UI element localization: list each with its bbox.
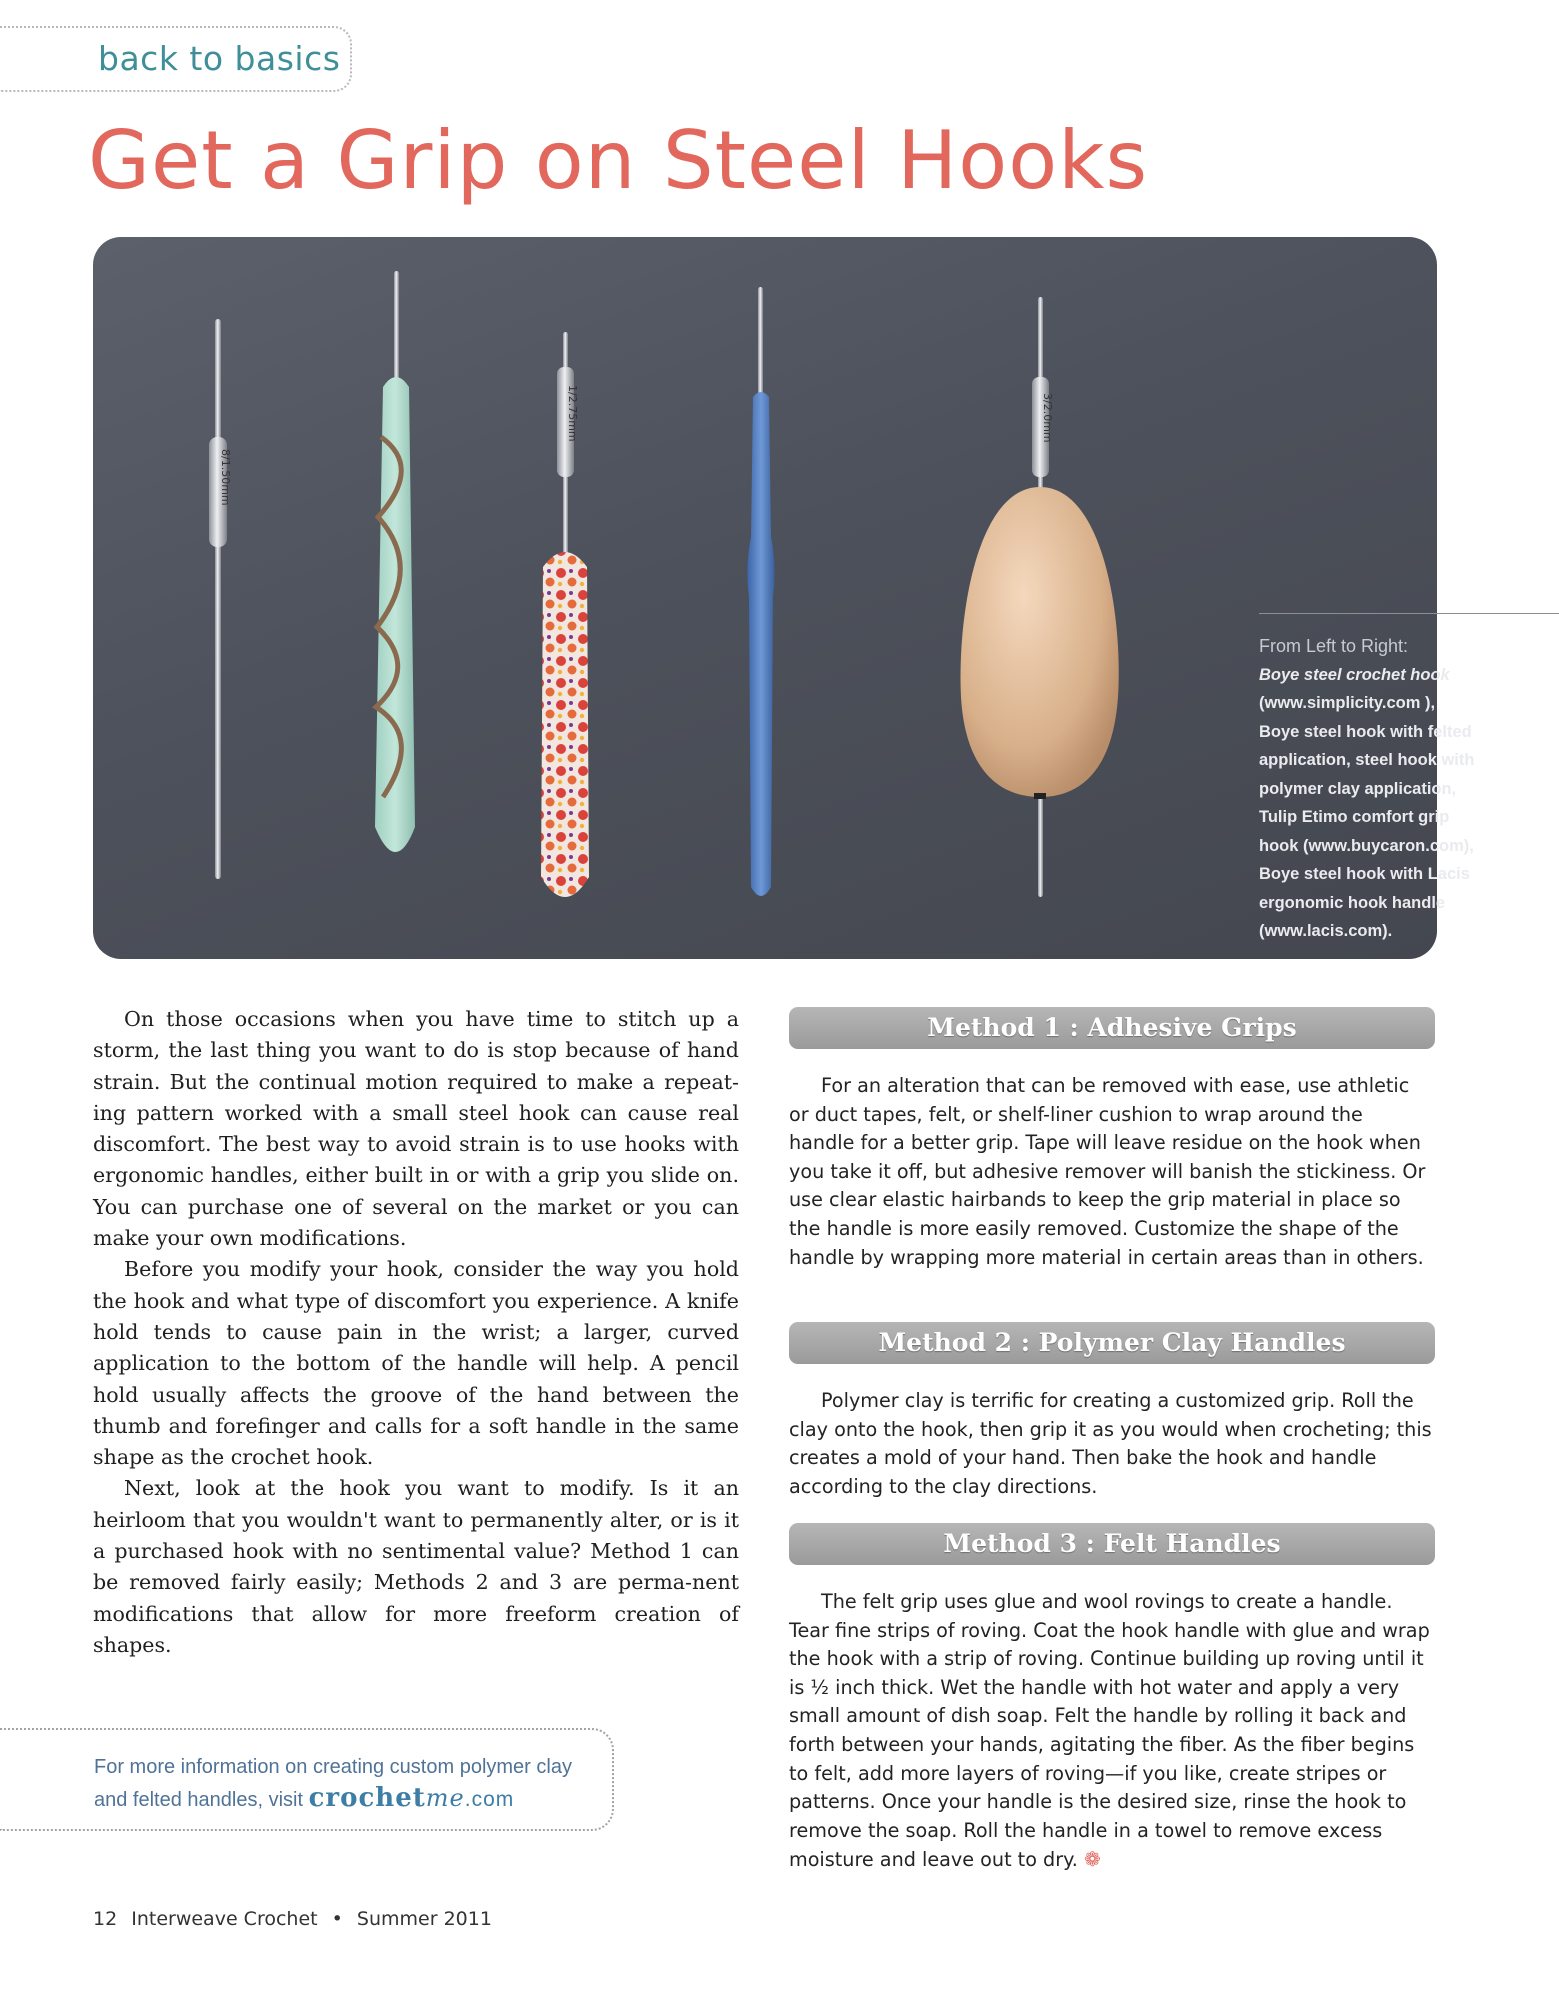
method-paragraph: For an alteration that can be removed with ease, use athletic or duct tapes, felt, or shelf-liner cushion to wrap around the handle for a better grip. Tape will leave residue on the hook when you take it off, but adhesive remover will banish the stickiness. Or use clear elastic hairbands to keep the grip material in place so the handle is more easily removed. Customize the shape of the handle by wrapping more material in certain areas than in others. <box>789 1074 1426 1269</box>
page-footer <box>93 1908 500 1930</box>
caption-line: Tulip Etimo comfort grip <box>1259 808 1450 826</box>
more-info-box <box>0 1728 614 1831</box>
hook-lacis-egg <box>961 297 1119 897</box>
logo-crochet: crochet <box>308 1783 426 1813</box>
hook-size-label: 1/2.75mm <box>566 385 579 442</box>
hook-plain-steel <box>209 319 232 879</box>
logo-com: .com <box>464 1788 515 1811</box>
caption-line: ergonomic hook handle <box>1259 893 1446 912</box>
hooks-photo <box>93 237 1475 959</box>
hook-size-label: 8/1.50mm <box>219 449 232 506</box>
caption-line: Boye steel crochet hook <box>1259 665 1450 684</box>
intro-paragraph: Next, look at the hook you want to modify. Is it an heirloom that you wouldn't want to permanently alter, or is it a purchased hook with no sentimental value? Method 1 can be removed fairly easily; Methods 2 and 3 are perma-nent modifications that allow for more freeform creation of shapes. <box>93 1476 739 1657</box>
method-paragraph <box>789 1588 1434 1875</box>
hook-size-label: 3/2.0mm <box>1041 393 1054 443</box>
caption-line: (www.simplicity.com ), <box>1259 694 1436 712</box>
hook-polymer-clay <box>541 332 589 897</box>
method-paragraph: Polymer clay is terrific for creating a customized grip. Roll the clay onto the hook, then grip it as you would when crocheting; this creates a mold of your hand. Then bake the hook and handle according to the clay directions. <box>789 1389 1432 1498</box>
crochetme-logo[interactable] <box>309 1783 515 1813</box>
footer-bullet: • <box>331 1908 343 1930</box>
intro-paragraph: Before you modify your hook, consider the way you hold the hook and what type of discomfort you experience. A knife hold tends to cause pain in the wrist; a larger, curved application to the bottom of the handle will help. A pencil hold usually affects the groove of the hand between the thumb and forefinger and calls for a soft handle in the same shape as the crochet hook. <box>93 1257 739 1470</box>
method-1-heading: Method 1 : Adhesive Grips <box>789 1007 1435 1049</box>
end-mark-icon: ❁ <box>1083 1847 1101 1872</box>
hook-comfort-grip <box>747 287 774 896</box>
method-1-body <box>789 1072 1434 1272</box>
caption-line: polymer clay application, <box>1259 779 1457 798</box>
caption-line: (www.lacis.com). <box>1259 922 1393 940</box>
more-info-line: For more information on creating custom polymer clay <box>94 1756 572 1778</box>
section-label: back to basics <box>98 39 341 78</box>
caption-line: hook (www.buycaron.com), <box>1259 836 1474 855</box>
method-2-body <box>789 1387 1434 1501</box>
method-2-heading: Method 2 : Polymer Clay Handles <box>789 1322 1435 1364</box>
photo-caption <box>1259 613 1559 946</box>
article-title: Get a Grip on Steel Hooks <box>88 114 1149 207</box>
intro-paragraph: On those occasions when you have time to stitch up a storm, the last thing you want to do is stop because of hand strain. But the continual motion required to make a repeat-ing pattern worked with a small steel hook can cause real discomfort. The best way to avoid strain is to use hooks with ergonomic handles, either built in or with a grip you slide on. You can purchase one of several on the market or you can make your own modifications. <box>93 1007 739 1251</box>
caption-line: application, steel hook with <box>1259 751 1475 769</box>
section-tab <box>0 26 352 92</box>
method-3-text: The felt grip uses glue and wool rovings to create a handle. Tear fine strips of roving. Coat the hook handle with glue and wrap the hook with a strip of roving. Continue building up roving until it is ½ inch thick. Wet the handle with hot water and apply a very small amount of dish soap. Felt the handle by rolling it back and forth between your hands, agitating the fiber. As the fiber begins to felt, add more layers of roving—if you like, create stripes or patterns. Once your handle is the desired size, rinse the hook to remove the soap. Roll the handle in a towel to remove excess moisture and leave out to dry. <box>789 1590 1430 1872</box>
caption-heading: From Left to Right: <box>1259 636 1409 656</box>
hooks-illustration <box>93 237 1437 959</box>
hook-felted <box>375 271 415 852</box>
method-3-body <box>789 1588 1434 1875</box>
method-3-heading: Method 3 : Felt Handles <box>789 1523 1435 1565</box>
logo-me: me <box>425 1784 465 1812</box>
caption-line: Boye steel hook with Lacis <box>1259 865 1470 883</box>
intro-column <box>93 1004 739 1661</box>
page-number: 12 <box>93 1908 118 1930</box>
caption-line: Boye steel hook with felted <box>1259 722 1472 741</box>
more-info-line: and felted handles, visit <box>94 1789 304 1811</box>
issue-name: Summer 2011 <box>356 1908 492 1930</box>
publication-name: Interweave Crochet <box>131 1908 318 1930</box>
more-info-text <box>94 1752 604 1816</box>
